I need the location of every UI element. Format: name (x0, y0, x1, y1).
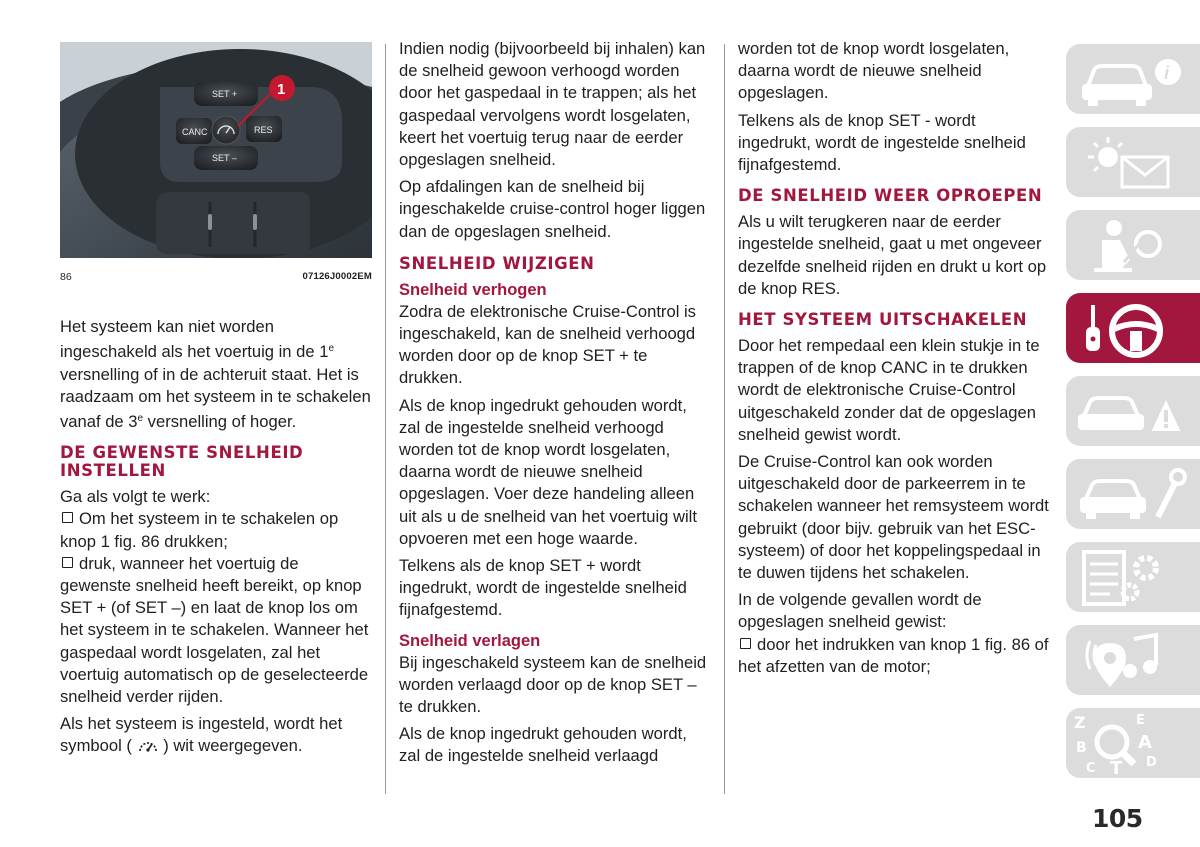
callout-number: 1 (277, 81, 286, 98)
svg-text:i: i (1164, 63, 1170, 83)
list-item: Om het systeem in te schakelen op knop 1 fig. 86 drukken; (60, 509, 339, 551)
column-divider (385, 44, 386, 794)
subheading-increase-speed: Snelheid verhogen (399, 280, 547, 299)
paragraph: Door het rempedaal een klein stukje in te trappen of de knop CANC in te drukken wordt de elektronische Cruise-Control uitgeschakeld zonder dat de opgeslagen snelheid gewist wordt. (738, 336, 1040, 444)
column-1 (60, 38, 372, 763)
checkbox-bullet-icon (740, 638, 751, 649)
seat-airbag-icon (1066, 210, 1200, 280)
paragraph: Zodra de elektronische Cruise-Control is ingeschakeld, kan de snelheid verhoogd worden door op de knop SET + te drukken. (399, 301, 696, 388)
paragraph: De Cruise-Control kan ook worden uitgeschakeld door de parkeerrem in te schakelen wanneer het remsysteem wordt gebruikt (door bijv. gebruik van het ESC-systeem) of door het koppelingspedaal in te duwen tijdens het schakelen. (738, 452, 1049, 583)
tab-emergency[interactable] (1066, 376, 1200, 446)
list-item: druk, wanneer het voertuig de gewenste snelheid heeft bereikt, op knop SET + (of SET –) en laat de knop los om het systeem in te schakelen. Wanneer het gaspedaal wordt losgelaten, zal het voertuig automatisch op de geselecteerde snelheid verder rijden. (60, 553, 369, 707)
subheading-decrease-speed: Snelheid verlagen (399, 631, 541, 650)
checkbox-bullet-icon (62, 512, 73, 523)
index-letter: D (1146, 755, 1157, 770)
column-divider (724, 44, 725, 794)
tab-lights-messages[interactable] (1066, 127, 1200, 197)
tab-multimedia[interactable] (1066, 625, 1200, 695)
intro-paragraph: Het systeem kan niet worden ingeschakeld als het voertuig in de 1e versnelling of in de achteruit staat. Het is raadzaam om het systeem in te schakelen vanaf de 3e versnelling of hoger. (60, 317, 371, 432)
res-button-label: RES (254, 125, 273, 135)
tab-index[interactable] (1066, 708, 1200, 778)
heading-switch-off-system: HET SYSTEEM UITSCHAKELEN (738, 310, 1028, 330)
canc-button-label: CANC (182, 127, 208, 137)
key-steering-wheel-icon (1066, 293, 1200, 363)
paragraph: Telkens als de knop SET + wordt ingedrukt, wordt de ingestelde snelheid fijnafgestemd. (399, 556, 687, 620)
paragraph: Als de knop ingedrukt gehouden wordt, zal de ingestelde snelheid verlaagd (399, 724, 687, 766)
paragraph: Op afdalingen kan de snelheid bij ingeschakelde cruise-control hoger liggen dan de opgeslagen snelheid. (399, 177, 706, 241)
set-minus-button-label: SET – (212, 153, 237, 163)
media-nav-icon (1066, 625, 1200, 695)
tab-technical-data[interactable] (1066, 542, 1200, 612)
index-letter: A (1138, 732, 1152, 753)
paragraph: Telkens als de knop SET - wordt ingedrukt, wordt de ingestelde snelheid fijnafgestemd. (738, 110, 1026, 175)
index-letter: E (1136, 713, 1145, 728)
cruise-control-symbol-icon (137, 736, 159, 756)
tab-safety[interactable] (1066, 210, 1200, 280)
checkbox-bullet-icon (62, 557, 73, 568)
list-item: door het indrukken van knop 1 fig. 86 of het afzetten van de motor; (738, 634, 1049, 676)
light-message-icon (1066, 127, 1200, 197)
index-letter: Z (1074, 713, 1086, 732)
alphabetical-index-icon (1066, 708, 1200, 778)
heading-recall-speed: DE SNELHEID WEER OPROEPEN (738, 186, 1043, 206)
index-letter: T (1110, 758, 1123, 778)
car-warning-icon (1066, 376, 1200, 446)
car-info-icon (1066, 44, 1200, 114)
tab-car-info[interactable] (1066, 44, 1200, 114)
paragraph: Bij ingeschakeld systeem kan de snelheid worden verlaagd door op de knop SET – te drukken. (399, 652, 707, 717)
paragraph: Indien nodig (bijvoorbeeld bij inhalen) kan de snelheid gewoon verhoogd worden door het gaspedaal in te trappen; als het gaspedaal vervolgens wordt losgelaten, keert het voertuig terug naar de eerder opgeslagen snelheid. (399, 39, 706, 170)
heading-set-speed: DE GEWENSTE SNELHEID INSTELLEN (60, 443, 304, 481)
paragraph: In de volgende gevallen wordt de opgeslagen snelheid gewist: (738, 590, 982, 632)
paragraph: Als u wilt terugkeren naar de eerder ingestelde snelheid, gaat u met ongeveer dezelfde snelheid rijden en drukt u kort op de knop RES. (738, 212, 1047, 298)
figure-code: 07126J0002EM (302, 271, 372, 282)
specs-gear-icon (1066, 542, 1200, 612)
steps-intro: Ga als volgt te werk: (60, 487, 211, 507)
column-3 (738, 38, 1050, 683)
steering-wheel-controls-illustration (60, 42, 372, 258)
figure-caption (60, 266, 372, 288)
paragraph: Als de knop ingedrukt gehouden wordt, zal de ingestelde snelheid verhoogd worden tot de knop wordt losgelaten, daarna wordt de nieuwe snelheid opgeslagen. Voer deze handeling alleen uit als u de snelheid van het voertuig wilt opvoeren met een hoge waarde. (399, 395, 697, 548)
heading-change-speed: SNELHEID WIJZIGEN (399, 253, 595, 273)
column-2 (399, 38, 711, 773)
page-number: 105 (1092, 804, 1143, 833)
symbol-paragraph: Als het systeem is ingesteld, wordt het symbool ( ) wit weergegeven. (60, 714, 343, 756)
set-plus-button-label: SET + (212, 89, 238, 99)
car-wrench-icon (1066, 459, 1200, 529)
steering-wheel-figure (60, 42, 372, 258)
tab-starting-driving[interactable] (1066, 293, 1200, 363)
figure-number: 86 (60, 271, 72, 283)
index-letter: B (1076, 740, 1087, 756)
tab-maintenance[interactable] (1066, 459, 1200, 529)
paragraph: worden tot de knop wordt losgelaten, daarna wordt de nieuwe snelheid opgeslagen. (738, 39, 1010, 103)
index-letter: C (1086, 761, 1096, 776)
